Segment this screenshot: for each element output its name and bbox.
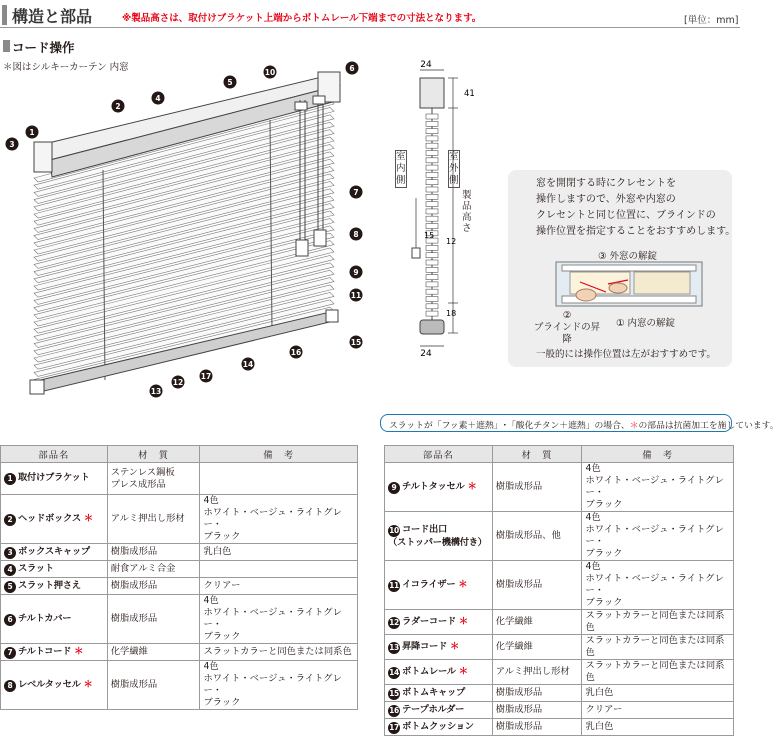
part-name-cell [385,635,493,660]
antibacterial-mark: ＊ [458,615,468,627]
col-header-note: 備 考 [582,446,734,463]
callout-10-label: 10 [264,68,276,77]
part-number-badge: 3 [4,547,16,559]
part-number-badge: 10 [389,525,399,535]
side-slat [426,136,438,141]
table-row [1,561,358,578]
part-name-cell [1,544,108,561]
side-slat [426,311,438,316]
part-material: 樹脂成形品 [107,595,200,644]
side-slat [426,267,438,272]
callout-5-label: 5 [227,78,233,87]
step-1-label: ① 内窓の解錠 [616,318,676,329]
callout-14-label: 14 [242,360,254,369]
side-slat [426,194,438,199]
height-note: ※製品高さは、取付けブラケット上端からボトムレール下端までの寸法となります。 [122,13,482,24]
tip-footer: 一般的には操作位置は左がおすすめです。 [536,349,716,360]
part-name: チルトコード [18,645,72,657]
part-name-cell [385,463,493,512]
part-note: スラットカラーと同色または同系色 [582,660,734,685]
part-material: 樹脂成形品 [107,578,200,595]
side-slat [426,289,438,294]
part-name-cell [1,463,108,495]
table-row [1,644,358,661]
col-header-material: 材 質 [107,446,200,463]
callout-16-label: 16 [290,348,302,357]
part-material: アルミ押出し形材 [107,495,200,544]
part-number-badge: 9 [388,482,400,494]
window-operation-illustration [556,262,706,316]
side-slat [426,224,438,229]
callout-8-label: 8 [353,230,359,239]
indoor-side-label: 室内側 [396,151,406,186]
side-slat [426,129,438,134]
side-slat [426,253,438,258]
table-row [385,610,734,635]
table-row [385,635,734,660]
part-name: ボックスキャップ [18,545,90,557]
table-row [1,595,358,644]
part-material: アルミ押出し形材 [492,660,582,685]
dim-top: 24 [420,60,432,70]
antibacterial-mark: ＊ [74,645,84,657]
part-note: 4色 ホワイト・ベージュ・ライトグレー・ ブラック [582,512,734,561]
callout-13-label: 13 [150,387,162,396]
part-number-badge: 14 [389,667,399,677]
part-number-badge: 1 [4,473,16,485]
part-note: クリアー [582,702,734,719]
side-slat [426,275,438,280]
callout-12-label: 12 [172,378,184,387]
part-note: スラットカラーと同色または同系色 [200,644,358,661]
side-slat [426,143,438,148]
part-note: 4色 ホワイト・ベージュ・ライトグレー・ ブラック [582,463,734,512]
part-number-badge: 12 [389,617,399,627]
banner-mark: ＊ [629,421,639,431]
part-material: 樹脂成形品 [492,719,582,736]
tip-line-3: クレセントと同じ位置に、ブラインドの [536,210,716,221]
antibacterial-mark: ＊ [458,578,468,590]
col-header-name: 部品名 [1,446,108,463]
banner-suffix: の部品は抗菌加工を施しています。 [638,421,779,431]
part-note: 乳白色 [582,685,734,702]
part-note: 4色 ホワイト・ベージュ・ライトグレー・ ブラック [200,595,358,644]
header-divider [0,27,740,28]
antibacterial-mark: ＊ [458,665,468,677]
part-material: 樹脂成形品 [107,544,200,561]
antibacterial-mark: ＊ [83,512,93,524]
part-material: 化学繊維 [492,610,582,635]
product-height-label: 製品高さ [462,190,472,234]
part-name-cell [385,685,493,702]
part-name-cell [385,660,493,685]
col-header-material: 材 質 [492,446,582,463]
part-number-badge: 8 [4,680,16,692]
part-name-cell [385,702,493,719]
part-name-cell [385,512,493,561]
col-header-note: 備 考 [200,446,358,463]
section-subtitle: ＊図はシルキーカーテン 内窓 [3,62,129,73]
callout-17-label: 17 [200,372,212,381]
title-accent-bar [2,5,7,25]
side-slat [426,172,438,177]
dim-18: 18 [446,309,457,318]
table-row [385,702,734,719]
part-material: 化学繊維 [492,635,582,660]
part-name-cell [1,661,108,710]
part-number-badge: 11 [389,580,399,590]
side-slat [426,260,438,265]
table-row [385,719,734,736]
part-note [200,561,358,578]
part-name: ボトムクッション [402,720,474,732]
part-note: スラットカラーと同色または同系色 [582,635,734,660]
part-number-badge: 2 [4,514,16,526]
table-row [385,660,734,685]
antibacterial-banner [380,414,779,432]
col-header-name: 部品名 [385,446,493,463]
part-material: 樹脂成形品 [492,702,582,719]
part-material: 樹脂成形品、他 [492,512,582,561]
antibacterial-mark: ＊ [83,678,93,690]
part-material: 化学繊維 [107,644,200,661]
dim-bottom: 24 [420,349,432,359]
part-name-cell [385,610,493,635]
side-slat [426,304,438,309]
callout-15-label: 15 [350,338,362,347]
tip-line-2: 操作しますので、外窓や内窓の [536,194,676,205]
part-name: ボトムキャップ [402,686,465,698]
callout-3-label: 3 [9,140,15,149]
side-slat [426,158,438,163]
side-slat [426,180,438,185]
section-marker [3,40,10,52]
side-slat [426,187,438,192]
side-slat [426,114,438,119]
part-name-cell [1,644,108,661]
antibacterial-mark: ＊ [467,480,477,492]
part-number-badge: 15 [389,688,399,698]
parts-table-left [0,445,358,710]
part-note: 乳白色 [582,719,734,736]
part-material: 樹脂成形品 [107,661,200,710]
part-material: 樹脂成形品 [492,685,582,702]
callout-2-label: 2 [115,102,121,111]
part-name: チルトカバー [18,612,72,624]
part-number-badge: 4 [4,564,16,576]
side-slat [426,245,438,250]
part-note: 乳白色 [200,544,358,561]
callout-7-label: 7 [353,188,359,197]
part-name-cell [1,495,108,544]
side-slat [426,165,438,170]
part-name: スラット押さえ [18,579,81,591]
table-row [1,578,358,595]
banner-prefix: スラットが「フッ素＋遮熱」･「酸化チタン＋遮熱」の場合、 [389,421,630,431]
part-number-badge: 16 [389,705,399,715]
callout-6-label: 6 [349,64,355,73]
part-name: チルトタッセル [402,480,465,492]
table-row [1,463,358,495]
part-note: 4色 ホワイト・ベージュ・ライトグレー・ ブラック [200,661,358,710]
blind-structure-diagram [0,60,380,410]
callout-4-label: 4 [155,94,161,103]
side-slat [426,209,438,214]
tip-line-1: 窓を開閉する時にクレセントを [536,178,676,189]
part-name-cell [1,561,108,578]
part-name: テープホルダー [402,703,465,715]
callout-1-label: 1 [29,128,35,137]
table-row [1,544,358,561]
part-note: クリアー [200,578,358,595]
part-name-cell [385,719,493,736]
part-material: 樹脂成形品 [492,463,582,512]
part-name-cell [1,595,108,644]
antibacterial-mark: ＊ [449,640,459,652]
part-note: 4色 ホワイト・ベージュ・ライトグレー・ ブラック [582,561,734,610]
part-name: 昇降コード [402,640,447,652]
part-material: 耐食アルミ合金 [107,561,200,578]
part-name: ラダーコード [402,615,456,627]
table-row [1,495,358,544]
step-2-label: ② ブラインドの昇降 [533,310,601,345]
callout-9-label: 9 [353,268,359,277]
side-slat [426,282,438,287]
part-name: 取付けブラケット [18,472,90,483]
parts-table-right [384,445,734,736]
side-slat [426,297,438,302]
part-note: 4色 ホワイト・ベージュ・ライトグレー・ ブラック [200,495,358,544]
part-name: イコライザー [402,578,456,590]
dim-41: 41 [464,89,475,99]
unit-label: [単位：mm] [684,15,739,26]
side-slat [426,151,438,156]
table-row [385,561,734,610]
table-row [1,661,358,710]
side-slat [426,121,438,126]
part-name: スラット [18,562,54,574]
part-number-badge: 5 [4,581,16,593]
part-note: スラットカラーと同色または同系色 [582,610,734,635]
part-number-badge: 13 [389,642,399,652]
part-name-cell [385,561,493,610]
part-name-cell [1,578,108,595]
part-name: レベルタッセル [18,678,81,690]
part-number-badge: 7 [4,647,16,659]
part-name: ボトムレール [402,665,456,677]
tip-line-4: 操作位置を指定することをおすすめします。 [536,226,736,237]
side-slat [426,202,438,207]
side-slat [426,216,438,221]
outdoor-side-label: 室外側 [449,151,459,186]
table-row [385,685,734,702]
dim-12: 12 [446,237,457,246]
callout-11-label: 11 [350,291,362,300]
part-name: コード出口 （ストッパー機構付き） [388,523,487,548]
part-material: 樹脂成形品 [492,561,582,610]
table-row [385,463,734,512]
part-number-badge: 17 [389,722,399,732]
step-3-label: ③ 外窓の解錠 [598,251,658,262]
part-name: ヘッドボックス [18,512,81,524]
part-material: ステンレス鋼板 プレス成形品 [107,463,200,495]
dim-15: 15 [424,231,435,240]
part-number-badge: 6 [4,614,16,626]
page-title: 構造と部品 [12,7,93,26]
section-title: コード操作 [12,40,75,55]
table-row [385,512,734,561]
part-note [200,463,358,495]
